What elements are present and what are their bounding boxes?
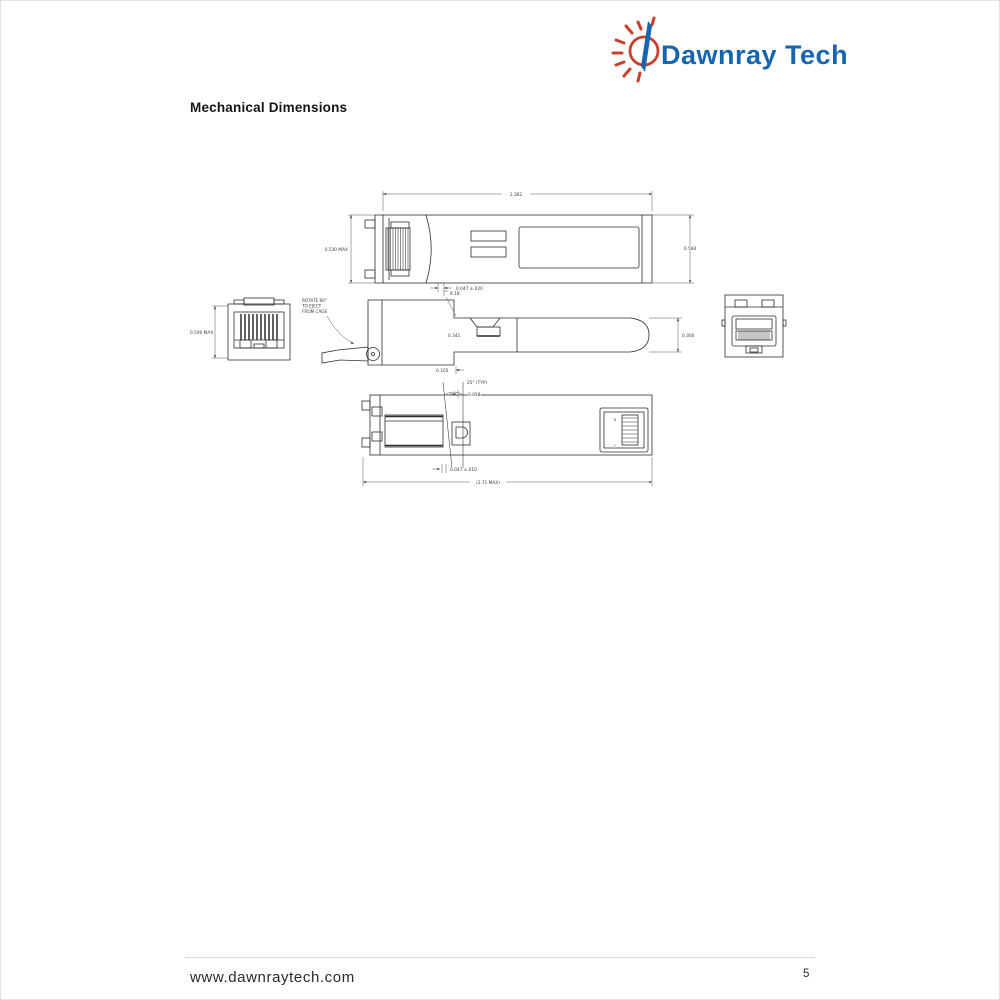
dim-blade-height: 0.300: [682, 334, 695, 339]
dim-length: 2.362: [509, 193, 523, 198]
dim-overall-length: (2.71 MAX): [476, 481, 500, 486]
eject-note: [301, 298, 354, 344]
dim-pin-offset: 0.047 ±.020: [456, 287, 483, 292]
side-view: [322, 291, 695, 374]
dim-front-height: 0.590 MAX: [190, 331, 214, 336]
dim-inner: 0.341: [448, 334, 461, 339]
front-view: [190, 298, 290, 360]
footer-divider: [185, 957, 815, 958]
page-number: 5: [803, 968, 810, 980]
note-line3: FROM CAGE: [302, 309, 328, 314]
rj45-window: [600, 408, 648, 452]
pin1-label: 1: [613, 444, 616, 448]
pin8-label: 8: [613, 418, 616, 422]
dim-bottom-offset: 0.047 ±.010: [450, 468, 477, 473]
bail-latch: [322, 347, 380, 363]
note-line2: TO EJECT: [302, 303, 322, 309]
brand-text: Dawnray Tech: [661, 40, 848, 70]
dim-edge-offset: 0.058: [468, 393, 481, 398]
company-logo: [608, 12, 848, 86]
label-recess: [519, 227, 639, 268]
mechanical-drawing: [190, 170, 810, 500]
page-title: Mechanical Dimensions: [190, 100, 348, 115]
rear-view: [722, 295, 786, 357]
footer-url: www.dawnraytech.com: [190, 969, 355, 986]
top-view: [325, 191, 697, 292]
bottom-view: [362, 380, 652, 486]
dim-angle: 25° (TYP): [467, 381, 488, 386]
dim-radius: R.18: [450, 292, 460, 297]
note-line1: ROTATE 90°: [302, 298, 327, 303]
dim-foot: 0.105: [436, 369, 449, 374]
dim-height: 0.568: [683, 247, 697, 252]
dim-width-max: 0.530 MAX: [324, 248, 348, 253]
bail-closed: [385, 415, 443, 447]
